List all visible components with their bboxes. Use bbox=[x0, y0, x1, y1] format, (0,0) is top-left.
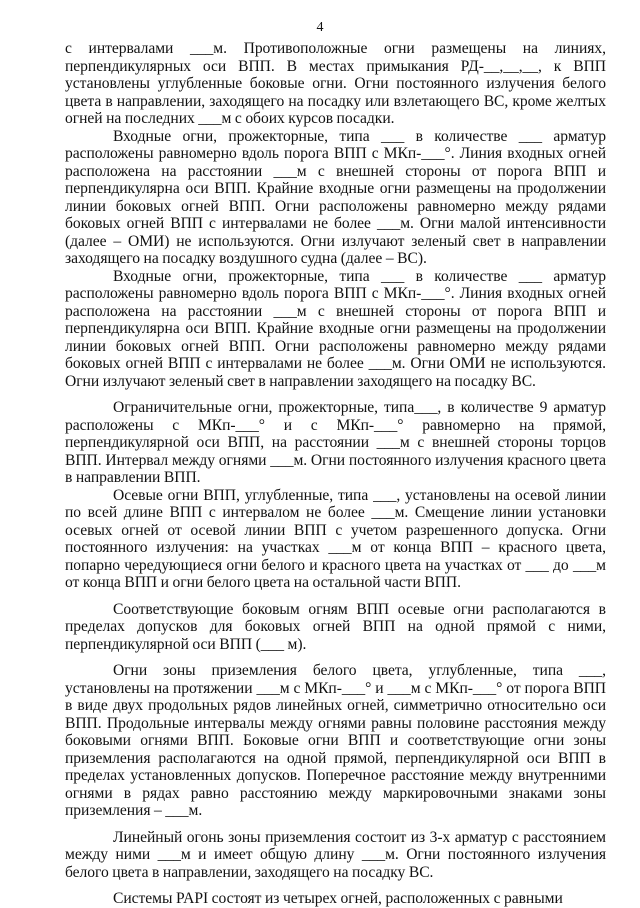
paragraph-touchdown-barrette: Линейный огонь зоны приземления состоит из 3-х арматур с расстоянием между ними ___м и имеет общую длину ___м. Огни постоянного излучения белого цвета в направлении, заходящего на посадку ВС. bbox=[65, 828, 606, 881]
document-body bbox=[65, 40, 606, 908]
paragraph-papi-systems: Системы PAPI состоят из четырех огней, расположенных с равными bbox=[113, 890, 563, 907]
paragraph-threshold-lights-2: Входные огни, прожекторные, типа ___ в количестве ___ арматур расположены равномерно вдоль порога ВПП с МКп-___°. Линия входных огней расположена на расстоянии ___м с внешней стороны от порога ВПП и перпендикулярна оси ВПП. Крайние входные огни размещены на продолжении линии боковых огней ВПП. Огни расположены равномерно между рядами боковых огней ВПП с интервалами не более ___м. Огни ОМИ не используются. Огни излучают зеленый свет в направлении заходящего на посадку ВС. bbox=[65, 267, 606, 390]
page-number: 4 bbox=[316, 20, 324, 35]
paragraph-centerline-lights: Осевые огни ВПП, углубленные, типа ___, установлены на осевой линии по всей длине ВПП с интервалом не более ___м. Смещение линии установки осевых огней от осевой линии ВПП с учетом разрешенного допуска. Огни постоянного излучения: на участках ___м от конца ВПП – красного цвета, попарно чередующиеся огни белого и красного цвета на участках от ___ до ___м от конца ВПП и огни белого цвета на остальной части ВПП. bbox=[65, 486, 606, 591]
paragraph-centerline-tolerance: Соответствующие боковым огням ВПП осевые огни располагаются в пределах допусков для боковых огней ВПП на одной прямой с ними, перпендикулярной оси ВПП (___ м). bbox=[65, 600, 606, 653]
paragraph-touchdown-zone-lights: Огни зоны приземления белого цвета, углубленные, типа ___, установлены на протяжении ___м с МКп-___° и ___м с МКп-___° от порога ВПП в виде двух продольных рядов линейных огней, симметрично относительно оси ВПП. Продольные интервалы между огнями равны половине расстояния между боковыми огнями ВПП. Боковые огни ВПП и соответствующие огни зоны приземления располагаются на одной прямой, перпендикулярной оси ВПП в пределах установленных допусков. Поперечное расстояние между внутренними огнями в рядах равно расстоянию между маркировочными знаками зоны приземления – ___м. bbox=[65, 662, 606, 819]
paragraph-side-lights-continued: с интервалами ___м. Противоположные огни размещены на линиях, перпендикулярных оси ВПП. В местах примыкания РД-__,__,__, к ВПП установлены углубленные боковые огни. Огни постоянного излучения белого цвета в направлении, заходящего на посадку или взлетающего ВС, кроме желтых огней на последних ___м с обоих курсов посадки. bbox=[65, 40, 606, 127]
paragraph-runway-end-lights: Ограничительные огни, прожекторные, типа___, в количестве 9 арматур расположены с МКп-___° и с МКп-___° равномерно на прямой, перпендикулярной оси ВПП, на расстоянии ___м с внешней стороны торцов ВПП. Интервал между огнями ___м. Огни постоянного излучения красного цвета в направлении ВПП. bbox=[65, 399, 606, 486]
paragraph-threshold-lights-1: Входные огни, прожекторные, типа ___ в количестве ___ арматур расположены равномерно вдоль порога ВПП с МКп-___°. Линия входных огней расположена на расстоянии ___м с внешней стороны от порога ВПП и перпендикулярна оси ВПП. Крайние входные огни размещены на продолжении линии боковых огней ВПП. Огни расположены равномерно между рядами боковых огней ВПП с интервалами не более ___м. Огни малой интенсивности (далее – ОМИ) не используются. Огни излучают зеленый свет в направлении заходящего на посадку воздушного судна (далее – ВС). bbox=[65, 127, 606, 267]
